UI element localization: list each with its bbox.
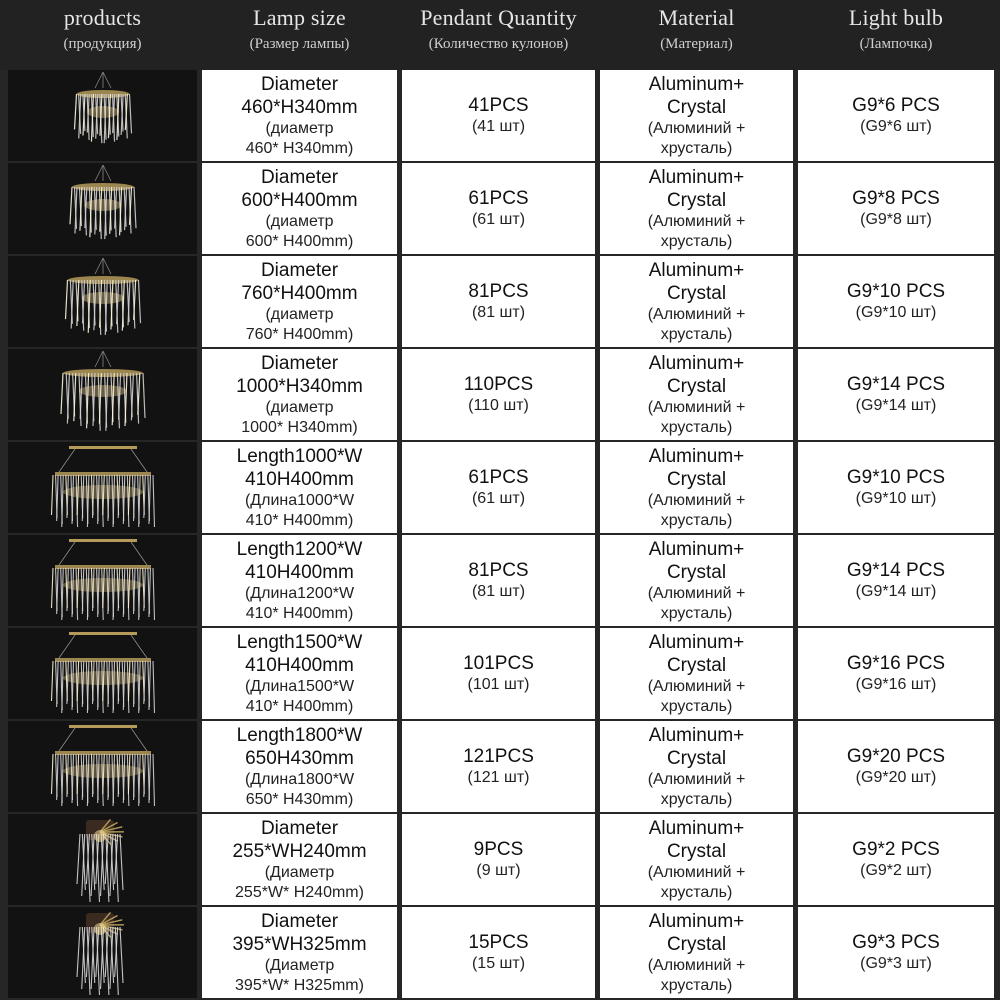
lamp-size-line: 410* H400mm) [245,697,354,715]
material-line: хрусталь) [660,325,733,343]
light-bulb-line: (G9*3 шт) [860,955,932,972]
pendant-quantity-line: 15PCS [468,932,529,953]
lamp-size-cell [202,70,397,161]
pendant-quantity-line: (61 шт) [471,490,526,507]
light-bulb-line: G9*6 PCS [852,95,940,116]
product-image-cell [8,256,197,347]
header-label-ru: (Материал) [660,36,733,52]
product-image-cell [8,349,197,440]
light-bulb-line: G9*14 PCS [846,374,946,395]
round-crystal-chandelier-icon [38,256,168,347]
round-crystal-chandelier-icon [38,349,168,440]
lamp-size-line: 410H400mm [245,561,354,583]
light-bulb-line: G9*14 PCS [846,560,946,581]
material-line: хрусталь) [660,976,733,994]
pendant-quantity-line: 110PCS [463,374,534,395]
light-bulb-cell [798,721,994,812]
material-line: (Алюминий + [647,677,746,695]
material-line: хрусталь) [660,139,733,157]
lamp-size-line: (Диаметр [264,863,335,881]
header-light-bulb [798,0,994,70]
lamp-size-cell [202,907,397,998]
material-cell [600,70,793,161]
lamp-size-line: 600* H400mm) [245,232,354,250]
pendant-quantity-cell [402,628,595,719]
header-pendant-quantity [402,0,595,70]
lamp-size-line: Diameter [260,817,339,839]
header-products [8,0,197,70]
material-line: Crystal [666,747,727,769]
header-label-ru: (Размер лампы) [249,36,350,52]
linear-crystal-chandelier-icon [38,721,168,812]
pendant-quantity-cell [402,163,595,254]
product-image-cell [8,163,197,254]
lamp-size-line: 410H400mm [245,654,354,676]
table-row [0,442,1000,533]
table-row [0,814,1000,905]
product-image-cell [8,70,197,161]
lamp-size-line: 460*H340mm [241,96,358,118]
table-row [0,70,1000,161]
material-line: хрусталь) [660,790,733,808]
pendant-quantity-line: (9 шт) [476,862,521,879]
lamp-size-line: Diameter [260,352,339,374]
table-row [0,256,1000,347]
product-image-cell [8,535,197,626]
pendant-quantity-line: (81 шт) [471,304,526,321]
lamp-size-line: (диаметр [265,305,334,323]
pendant-quantity-cell [402,907,595,998]
material-cell [600,349,793,440]
material-line: (Алюминий + [647,305,746,323]
material-line: Aluminum+ [648,73,745,95]
pendant-quantity-line: (121 шт) [467,769,530,786]
pendant-quantity-line: (110 шт) [468,397,529,414]
product-image-cell [8,721,197,812]
material-cell [600,535,793,626]
lamp-size-cell [202,349,397,440]
header-label-ru: (Лампочка) [859,36,933,52]
lamp-size-line: (диаметр [265,119,334,137]
pendant-quantity-line: 101PCS [463,653,534,674]
lamp-size-cell [202,256,397,347]
header-label: Pendant Quantity [420,5,577,30]
table-row [0,628,1000,719]
wall-crystal-sconce-icon [38,907,168,998]
round-crystal-chandelier-icon [38,163,168,254]
pendant-quantity-cell [402,70,595,161]
light-bulb-line: G9*10 PCS [846,281,946,302]
pendant-quantity-line: 41PCS [468,95,529,116]
light-bulb-line: G9*20 PCS [846,746,946,767]
lamp-size-line: Length1800*W [236,724,363,746]
round-crystal-chandelier-icon [38,70,168,161]
material-line: Aluminum+ [648,445,745,467]
material-cell [600,907,793,998]
lamp-size-line: 255*WH240mm [232,840,367,862]
table-row [0,349,1000,440]
light-bulb-line: G9*3 PCS [852,932,940,953]
pendant-quantity-cell [402,535,595,626]
material-line: Aluminum+ [648,910,745,932]
pendant-quantity-line: (61 шт) [471,211,526,228]
header-label: Lamp size [253,5,346,30]
material-line: хрусталь) [660,418,733,436]
light-bulb-line: (G9*8 шт) [860,211,932,228]
pendant-quantity-cell [402,814,595,905]
product-image-cell [8,814,197,905]
lamp-size-cell [202,628,397,719]
lamp-size-line: 410* H400mm) [245,604,354,622]
lamp-size-line: 650* H430mm) [245,790,354,808]
light-bulb-line: (G9*2 шт) [860,862,932,879]
lamp-size-line: (Длина1200*W [244,584,355,602]
material-line: Crystal [666,561,727,583]
lamp-size-cell [202,163,397,254]
material-line: Aluminum+ [648,724,745,746]
material-line: Aluminum+ [648,259,745,281]
material-line: хрусталь) [660,604,733,622]
header-label-ru: (продукция) [63,36,142,52]
pendant-quantity-line: (101 шт) [467,676,530,693]
lamp-size-line: (диаметр [265,212,334,230]
lamp-size-line: (Длина1800*W [244,770,355,788]
material-cell [600,163,793,254]
pendant-quantity-cell [402,442,595,533]
lamp-size-line: Length1000*W [236,445,363,467]
lamp-size-line: (Длина1000*W [244,491,355,509]
table-row [0,721,1000,812]
light-bulb-cell [798,814,994,905]
light-bulb-cell [798,442,994,533]
lamp-size-line: 1000* H340mm) [241,418,358,436]
material-line: (Алюминий + [647,119,746,137]
pendant-quantity-line: 81PCS [468,281,529,302]
lamp-size-line: 600*H400mm [241,189,358,211]
lamp-size-cell [202,721,397,812]
lamp-size-line: 760* H400mm) [245,325,354,343]
material-line: Aluminum+ [648,352,745,374]
linear-crystal-chandelier-icon [38,442,168,533]
material-line: (Алюминий + [647,584,746,602]
table-row [0,163,1000,254]
table-header [0,0,1000,70]
pendant-quantity-line: (81 шт) [471,583,526,600]
product-image-cell [8,442,197,533]
material-cell [600,256,793,347]
lamp-size-line: 760*H400mm [241,282,358,304]
light-bulb-cell [798,535,994,626]
pendant-quantity-cell [402,256,595,347]
product-image-cell [8,628,197,719]
light-bulb-cell [798,349,994,440]
light-bulb-line: (G9*6 шт) [860,118,932,135]
light-bulb-cell [798,70,994,161]
header-label: Material [658,5,735,30]
lamp-size-line: 255*W* H240mm) [235,883,364,901]
lamp-size-line: 410* H400mm) [245,511,354,529]
pendant-quantity-line: 9PCS [473,839,524,860]
table-body [0,70,1000,1000]
pendant-quantity-line: (15 шт) [471,955,526,972]
lamp-size-line: 1000*H340mm [236,375,363,397]
lamp-size-line: 460* H340mm) [245,139,354,157]
material-line: (Алюминий + [647,491,746,509]
header-label: Light bulb [848,5,944,30]
material-line: хрусталь) [660,511,733,529]
header-lamp-size [202,0,397,70]
material-line: хрусталь) [660,232,733,250]
light-bulb-line: G9*16 PCS [846,653,946,674]
pendant-quantity-line: 121PCS [463,746,534,767]
table-row [0,535,1000,626]
material-line: Aluminum+ [648,631,745,653]
material-line: Aluminum+ [648,166,745,188]
lamp-size-line: Diameter [260,166,339,188]
pendant-quantity-cell [402,349,595,440]
material-line: (Алюминий + [647,398,746,416]
material-cell [600,721,793,812]
lamp-size-line: (Диаметр [264,956,335,974]
linear-crystal-chandelier-icon [38,535,168,626]
material-line: хрусталь) [660,697,733,715]
material-line: Crystal [666,96,727,118]
product-image-cell [8,907,197,998]
pendant-quantity-line: 61PCS [468,467,529,488]
lamp-size-cell [202,442,397,533]
light-bulb-line: (G9*14 шт) [855,397,937,414]
lamp-size-line: Length1500*W [236,631,363,653]
lamp-size-line: 395*W* H325mm) [235,976,364,994]
material-line: Crystal [666,840,727,862]
light-bulb-line: (G9*10 шт) [855,490,937,507]
material-line: Crystal [666,375,727,397]
light-bulb-line: G9*10 PCS [846,467,946,488]
lamp-size-line: (Длина1500*W [244,677,355,695]
material-line: хрусталь) [660,883,733,901]
lamp-size-line: Diameter [260,259,339,281]
lamp-size-line: Diameter [260,910,339,932]
pendant-quantity-line: 61PCS [468,188,529,209]
light-bulb-cell [798,163,994,254]
lamp-size-cell [202,535,397,626]
pendant-quantity-line: (41 шт) [471,118,526,135]
material-cell [600,814,793,905]
linear-crystal-chandelier-icon [38,628,168,719]
table-row [0,907,1000,998]
header-label-ru: (Количество кулонов) [428,36,569,52]
material-line: Aluminum+ [648,538,745,560]
lamp-size-line: Length1200*W [236,538,363,560]
material-line: Crystal [666,654,727,676]
light-bulb-line: (G9*20 шт) [855,769,937,786]
header-label: products [63,5,142,30]
light-bulb-cell [798,256,994,347]
material-cell [600,628,793,719]
lamp-size-line: 410H400mm [245,468,354,490]
light-bulb-cell [798,628,994,719]
material-line: (Алюминий + [647,212,746,230]
lamp-size-line: 395*WH325mm [232,933,367,955]
light-bulb-line: G9*2 PCS [852,839,940,860]
light-bulb-cell [798,907,994,998]
material-line: Crystal [666,282,727,304]
lamp-size-line: Diameter [260,73,339,95]
material-line: Crystal [666,189,727,211]
material-line: Crystal [666,468,727,490]
light-bulb-line: (G9*14 шт) [855,583,937,600]
lamp-size-line: 650H430mm [245,747,354,769]
lamp-size-cell [202,814,397,905]
light-bulb-line: G9*8 PCS [852,188,940,209]
material-line: Crystal [666,933,727,955]
header-material [600,0,793,70]
pendant-quantity-cell [402,721,595,812]
light-bulb-line: (G9*10 шт) [855,304,937,321]
material-line: (Алюминий + [647,770,746,788]
pendant-quantity-line: 81PCS [468,560,529,581]
lamp-size-line: (диаметр [265,398,334,416]
material-cell [600,442,793,533]
material-line: Aluminum+ [648,817,745,839]
material-line: (Алюминий + [647,956,746,974]
wall-crystal-sconce-icon [38,814,168,905]
material-line: (Алюминий + [647,863,746,881]
light-bulb-line: (G9*16 шт) [855,676,937,693]
